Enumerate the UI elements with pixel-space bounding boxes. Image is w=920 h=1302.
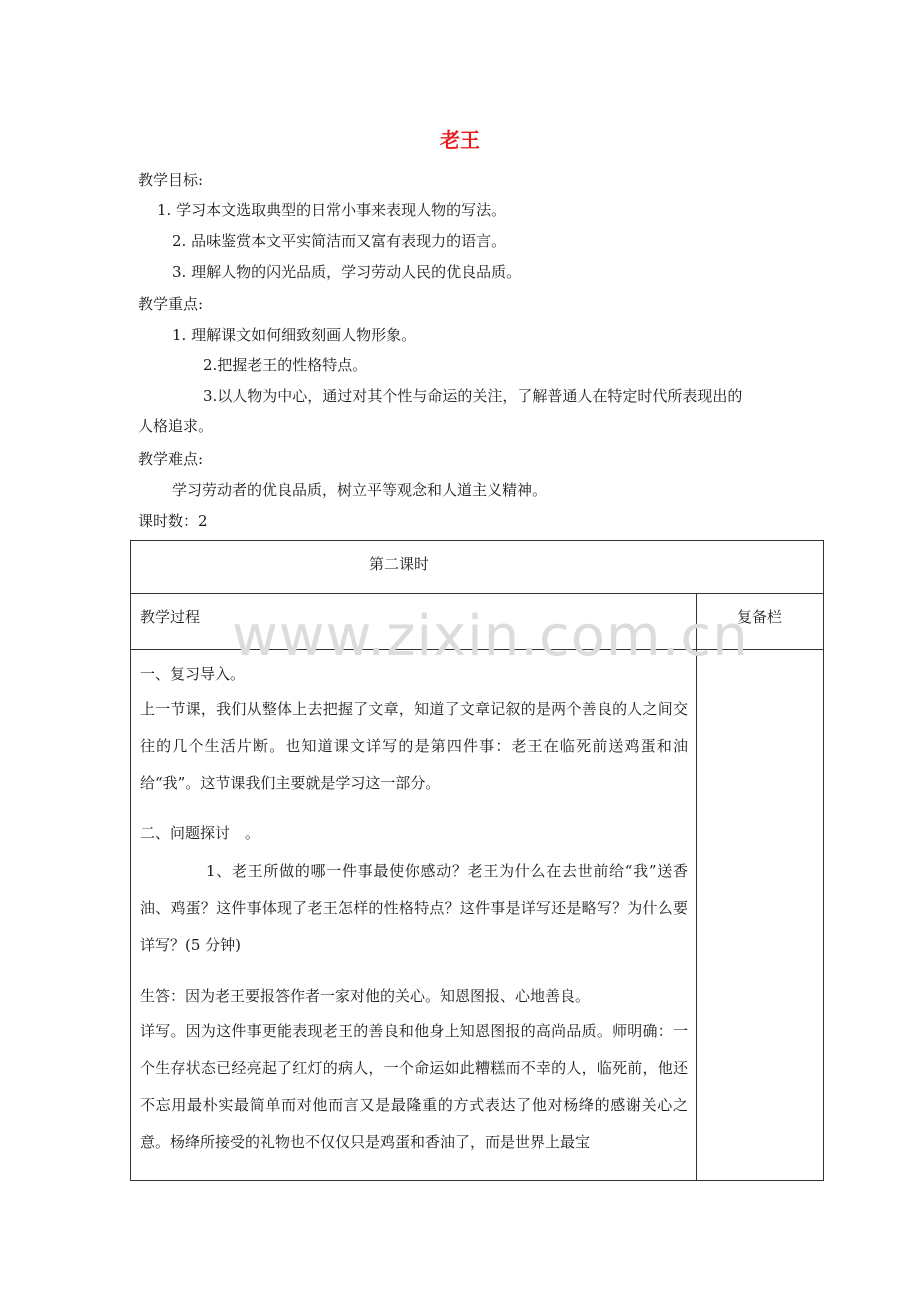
- process-header: 教学过程: [140, 608, 201, 626]
- objective-item: 3. 理解人物的闪光品质，学习劳动人民的优良品质。: [172, 263, 522, 281]
- key-points-heading: 教学重点:: [138, 295, 204, 313]
- key-point-item: 2.把握老王的性格特点。: [203, 356, 368, 374]
- key-point-item: 人格追求。: [138, 417, 214, 435]
- table-divider: [130, 593, 824, 594]
- question-1: 1、老王所做的哪一件事最使你感动？老王为什么在去世前给“我”送香油、鸡蛋？这件事体现了老王怎样的性格特点？这件事是详写还是略写？为什么要详写？(5 分钟): [140, 862, 688, 954]
- section-discussion-title: 二、问题探讨 。: [140, 824, 261, 842]
- session-label: 第二课时: [369, 555, 430, 573]
- difficulty-text: 学习劳动者的优良品质，树立平等观念和人道主义精神。: [172, 481, 548, 499]
- table-divider: [130, 649, 824, 650]
- document-title: 老王: [440, 128, 480, 152]
- class-hours: 课时数：2: [138, 512, 208, 530]
- answer-1: 生答：因为老王要报答作者一家对他的关心。知恩图报、心地善良。: [140, 987, 591, 1005]
- watermark: www.zixin.com.cn: [232, 604, 749, 669]
- section-review-title: 一、复习导入。: [140, 665, 246, 683]
- key-point-item: 3.以人物为中心，通过对其个性与命运的关注，了解普通人在特定时代所表现出的: [203, 387, 743, 405]
- table-divider: [696, 593, 697, 1181]
- key-point-item: 1. 理解课文如何细致刻画人物形象。: [172, 326, 417, 344]
- objective-item: 1. 学习本文选取典型的日常小事来表现人物的写法。: [157, 201, 507, 219]
- section-review-body: 上一节课，我们从整体上去把握了文章，知道了文章记叙的是两个善良的人之间交往的几个生活片断。也知道课文详写的是第四件事：老王在临死前送鸡蛋和油给“我”。这节课我们主要就是学习这一部分。: [140, 700, 688, 792]
- answer-2: 详写。因为这件事更能表现老王的善良和他身上知恩图报的高尚品质。师明确：一个生存状态已经亮起了红灯的病人，一个命运如此糟糕而不幸的人，临死前，他还不忘用最朴实最简单而对他而言又是最隆重的方式表达了他对杨绛的感谢关心之意。杨绛所接受的礼物也不仅仅只是鸡蛋和香油了，而是世界上最宝: [140, 1022, 688, 1151]
- objective-item: 2. 品味鉴赏本文平实简洁而又富有表现力的语言。: [172, 232, 507, 250]
- objectives-heading: 教学目标:: [138, 171, 204, 189]
- difficulty-heading: 教学难点:: [138, 450, 204, 468]
- notes-header: 复备栏: [737, 608, 783, 626]
